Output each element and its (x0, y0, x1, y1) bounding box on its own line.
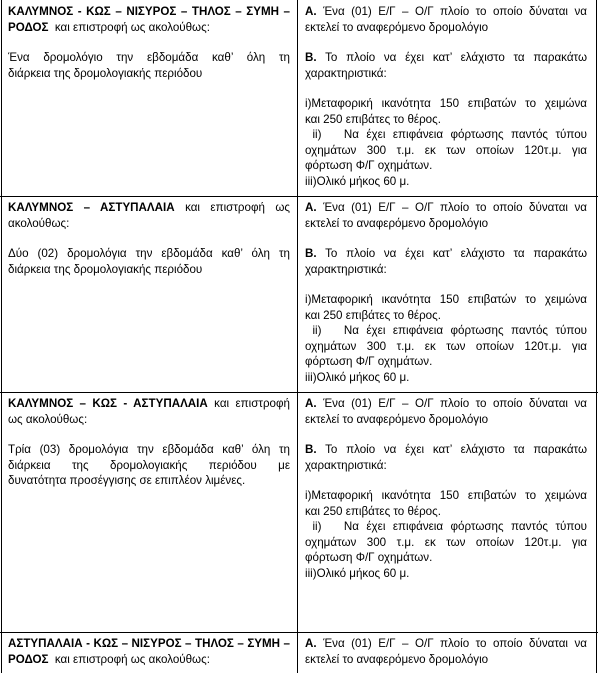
req-iii-line: iii)Ολικό μήκος 60 μ. (305, 566, 410, 580)
req-ii-line2: οχημάτων 300 τ.μ. εκ των οποίων 120τ.μ. για (305, 339, 587, 353)
route-title: ΚΑΛΥΜΝΟΣ – ΑΣΤΥΠΑΛΑΙΑ (8, 201, 175, 214)
req-a-line1 (305, 636, 587, 652)
req-ii-line2: οχημάτων 300 τ.μ. εκ των οποίων 120τ.μ. για (305, 535, 587, 549)
row-divider-3 (0, 632, 598, 633)
req-a-line2: εκτελεί το αναφερόμενο δρομολόγιο (305, 412, 489, 426)
route-return-text: και επιστροφή (214, 397, 290, 410)
req-a-line2: εκτελεί το αναφερόμενο δρομολόγιο (305, 652, 489, 666)
req-b-text: Το πλοίο να έχει κατ’ ελάχιστο τα παρακάτω (325, 443, 587, 456)
route-title-line1 (8, 200, 290, 216)
req-ii-line1: ii) Να έχει επιφάνεια φόρτωσης παντός τύπου (305, 324, 587, 337)
table-column-divider (297, 0, 298, 673)
req-a-text: Ένα (01) Ε/Γ – Ο/Γ πλοίο το οποίο δύναται να (323, 201, 587, 214)
req-b-line1 (305, 442, 587, 458)
route-return-text: και επιστροφή ως ακολούθως: (54, 20, 210, 34)
req-i-line2: και 250 επιβάτες το θέρος. (305, 308, 441, 322)
req-b-line2: χαρακτηριστικά: (305, 66, 387, 80)
route-title-line2: ως ακολούθως: (8, 412, 88, 426)
frequency-line2: διάρκεια της δρομολογιακής περιόδου με (8, 458, 290, 472)
frequency-line1: Δύο (02) δρομολόγια την εβδομάδα καθ’ όλη τη (8, 247, 290, 260)
req-ii-line3: φόρτωση Φ/Γ οχημάτων. (305, 551, 433, 564)
row-divider-1 (0, 196, 598, 197)
req-b-prefix: Β. (305, 443, 317, 456)
route-title-end: ΡΟΔΟΣ (8, 652, 49, 666)
requirements-cell-1 (305, 4, 587, 189)
row-divider-2 (0, 392, 598, 393)
frequency-line1: Ένα δρομολόγιο την εβδομάδα καθ’ όλη τη (8, 51, 290, 64)
req-b-line1 (305, 246, 587, 262)
req-i-line2: και 250 επιβάτες το θέρος. (305, 504, 441, 518)
route-cell-1 (8, 4, 290, 81)
route-cell-2 (8, 200, 290, 277)
req-b-line1 (305, 50, 587, 66)
req-b-line2: χαρακτηριστικά: (305, 262, 387, 276)
req-b-line2: χαρακτηριστικά: (305, 458, 387, 472)
req-a-line2: εκτελεί το αναφερόμενο δρομολόγιο (305, 20, 489, 34)
route-title-line1: ΑΣΤΥΠΑΛΑΙΑ - ΚΩΣ – ΝΙΣΥΡΟΣ – ΤΗΛΟΣ – ΣΥΜΗ – (8, 637, 290, 650)
route-return-text: και επιστροφή ως ακολούθως: (54, 652, 210, 666)
route-title-end: ΡΟΔΟΣ (8, 20, 49, 34)
route-cell-4 (8, 636, 290, 667)
req-i-line1: i)Μεταφορική ικανότητα 150 επιβατών το χειμώνα (305, 489, 587, 502)
table-left-border (1, 0, 2, 673)
route-title-line2: ακολούθως: (8, 216, 70, 230)
req-a-prefix: Α. (305, 397, 317, 410)
req-ii-line1: ii) Να έχει επιφάνεια φόρτωσης παντός τύπου (305, 520, 587, 533)
route-cell-3 (8, 396, 290, 489)
req-b-prefix: Β. (305, 51, 317, 64)
req-a-prefix: Α. (305, 201, 317, 214)
req-a-text: Ένα (01) Ε/Γ – Ο/Γ πλοίο το οποίο δύναται να (323, 397, 587, 410)
req-a-prefix: Α. (305, 637, 317, 650)
req-a-line1 (305, 4, 587, 20)
requirements-cell-2 (305, 200, 587, 385)
req-b-text: Το πλοίο να έχει κατ’ ελάχιστο τα παρακάτω (325, 247, 587, 260)
route-title-line1: ΚΑΛΥΜΝΟΣ - ΚΩΣ – ΝΙΣΥΡΟΣ – ΤΗΛΟΣ – ΣΥΜΗ – (8, 5, 290, 18)
req-a-text: Ένα (01) Ε/Γ – Ο/Γ πλοίο το οποίο δύναται να (323, 5, 587, 18)
req-ii-line3: φόρτωση Φ/Γ οχημάτων. (305, 159, 433, 172)
route-title-line1 (8, 396, 290, 412)
req-a-line1 (305, 396, 587, 412)
req-ii-line2: οχημάτων 300 τ.μ. εκ των οποίων 120τ.μ. για (305, 143, 587, 157)
req-a-line1 (305, 200, 587, 216)
req-i-line1: i)Μεταφορική ικανότητα 150 επιβατών το χειμώνα (305, 293, 587, 306)
req-ii-line1: ii) Να έχει επιφάνεια φόρτωσης παντός τύπου (305, 128, 587, 141)
req-ii-line3: φόρτωση Φ/Γ οχημάτων. (305, 355, 433, 368)
route-title: ΚΑΛΥΜΝΟΣ – ΚΩΣ - ΑΣΤΥΠΑΛΑΙΑ (8, 397, 208, 410)
req-i-line1: i)Μεταφορική ικανότητα 150 επιβατών το χειμώνα (305, 97, 587, 110)
route-return-text: και επιστροφή ως (185, 201, 290, 214)
route-title-line2 (8, 20, 290, 36)
requirements-cell-4 (305, 636, 587, 667)
req-a-line2: εκτελεί το αναφερόμενο δρομολόγιο (305, 216, 489, 230)
requirements-cell-3 (305, 396, 587, 581)
req-i-line2: και 250 επιβάτες το θέρος. (305, 112, 441, 126)
route-title-line2 (8, 652, 290, 668)
req-iii-line: iii)Ολικό μήκος 60 μ. (305, 370, 410, 384)
req-a-prefix: Α. (305, 5, 317, 18)
frequency-line1: Τρία (03) δρομολόγια την εβδομάδα καθ’ όλη τη (8, 443, 290, 456)
frequency-line3: δυνατότητα προσέγγισης σε επιπλέον λιμένες. (8, 474, 246, 487)
frequency-line2: διάρκεια της δρομολογιακής περιόδου (8, 262, 203, 276)
table-right-border (596, 0, 597, 673)
frequency-line2: διάρκεια της δρομολογιακής περιόδου (8, 66, 203, 80)
req-b-prefix: Β. (305, 247, 317, 260)
req-b-text: Το πλοίο να έχει κατ’ ελάχιστο τα παρακάτω (325, 51, 587, 64)
req-a-text: Ένα (01) Ε/Γ – Ο/Γ πλοίο το οποίο δύναται να (323, 637, 587, 650)
req-iii-line: iii)Ολικό μήκος 60 μ. (305, 174, 410, 188)
